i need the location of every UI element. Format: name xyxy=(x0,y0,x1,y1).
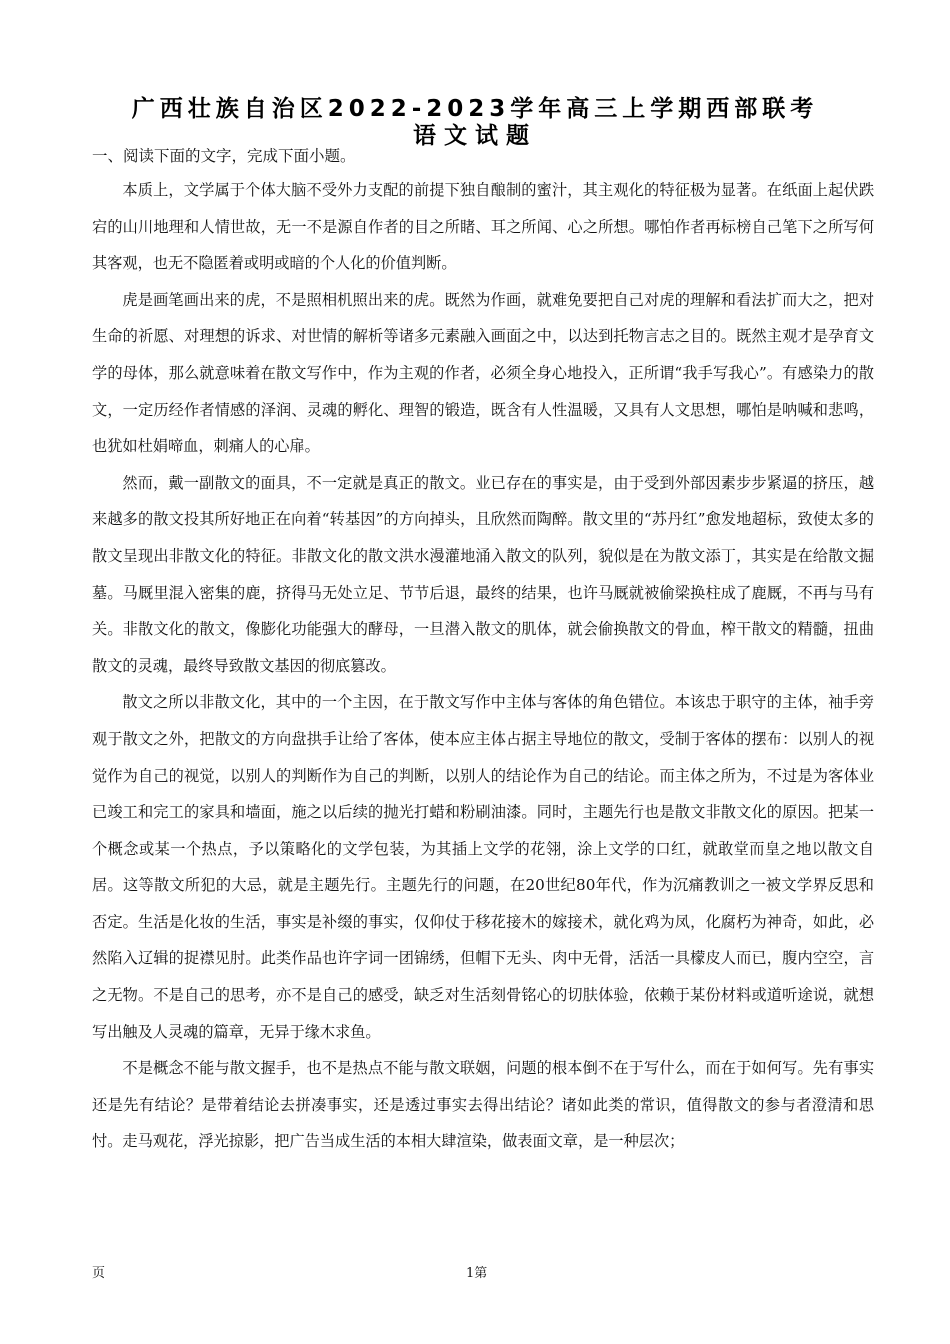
paragraph-4: 散文之所以非散文化，其中的一个主因，在于散文写作中主体与客体的角色错位。本该忠于职守的主体，袖手旁观于散文之外，把散文的方向盘拱手让给了客体，使本应主体占据主导地位的散文，受制于客体的摆布：以别人的视觉作为自己的视觉，以别人的判断作为自己的判断，以别人的结论作为自己的结论。而主体之所为，不过是为客体业已竣工和完工的家具和墙面，施之以后续的抛光打蜡和粉刷油漆。同时，主题先行也是散文非散文化的原因。把某一个概念或某一个热点，予以策略化的文学包装，为其插上文学的花翎，涂上文学的口红，就敢堂而皇之地以散文自居。这等散文所犯的大忌，就是主题先行。主题先行的问题，在20世纪80年代，作为沉痛教训之一被文学界反思和否定。生活是化妆的生活，事实是补缀的事实，仅仰仗于移花接木的嫁接术，就化鸡为凤，化腐朽为神奇，如此，必然陷入辽辑的捉襟见肘。此类作品也许字词一团锦绣，但帽下无头、肉中无骨，活活一具檬皮人而已，腹内空空，言之无物。不是自己的思考，亦不是自己的感受，缺乏对生活刻骨铭心的切肤体验，依赖于某份材料或道听途说，就想写出触及人灵魂的篇章，无异于缘木求鱼。 xyxy=(92,693,874,1041)
paragraph-5: 不是概念不能与散文握手，也不是热点不能与散文联姻，问题的根本倒不在于写什么，而在于如何写。先有事实还是先有结论？是带着结论去拼凑事实，还是透过事实去得出结论？诸如此类的常识，值得散文的参与者澄清和思忖。走马观花，浮光掠影，把广告当成生活的本相大肆渲染，做表面文章，是一种层次； xyxy=(92,1059,874,1151)
footer-page-number: 1第 xyxy=(466,1266,488,1281)
article-body xyxy=(92,172,874,1160)
paragraph-2: 虎是画笔画出来的虎，不是照相机照出来的虎。既然为作画，就难免要把自己对虎的理解和看法扩而大之，把对生命的祈愿、对理想的诉求、对世情的解析等诸多元素融入画面之中，以达到托物言志之目的。既然主观才是孕育文学的母体，那么就意味着在散文写作中，作为主观的作者，必须全身心地投入，正所谓“我手写我心”。有感染力的散文，一定历经作者情感的泽润、灵魂的孵化、理智的锻造，既含有人性温暖，又具有人文思想，哪怕是呐喊和悲鸣，也犹如杜娟啼血，刺痛人的心扉。 xyxy=(92,290,874,456)
paragraph-3: 然而，戴一副散文的面具，不一定就是真正的散文。业已存在的事实是，由于受到外部因素步步紧逼的挤压，越来越多的散文投其所好地正在向着“转基因”的方向掉头，且欣然而陶醉。散文里的“苏丹红”愈发地超标，致使太多的散文呈现出非散文化的特征。非散文化的散文洪水漫灌地涌入散文的队列，貌似是在为散文添丁，其实是在给散文掘墓。马厩里混入密集的鹿，挤得马无处立足、节节后退，最终的结果，也许马厩就被偷梁换柱成了鹿厩，不再与马有关。非散文化的散文，像膨化功能强大的酵母，一旦潜入散文的肌体，就会偷换散文的骨血，榨干散文的精髓，扭曲散文的灵魂，最终导致散文基因的彻底篡改。 xyxy=(92,473,874,675)
paragraph-1: 本质上，文学属于个体大脑不受外力支配的前提下独自酿制的蜜汁，其主观化的特征极为显著。在纸面上起伏跌宕的山川地理和人情世故，无一不是源自作者的目之所睹、耳之所闻、心之所想。哪怕作者再标榜自己笔下之所写何其客观，也无不隐匿着或明或暗的个人化的价值判断。 xyxy=(92,181,874,273)
document-title-line2: 语文试题 xyxy=(413,123,537,149)
section-heading: 一、阅读下面的文字，完成下面小题。 xyxy=(92,147,356,165)
document-title-line1: 广西壮族自治区2022-2023学年高三上学期西部联考 xyxy=(131,96,819,122)
footer-page-label: 页 xyxy=(92,1266,106,1281)
